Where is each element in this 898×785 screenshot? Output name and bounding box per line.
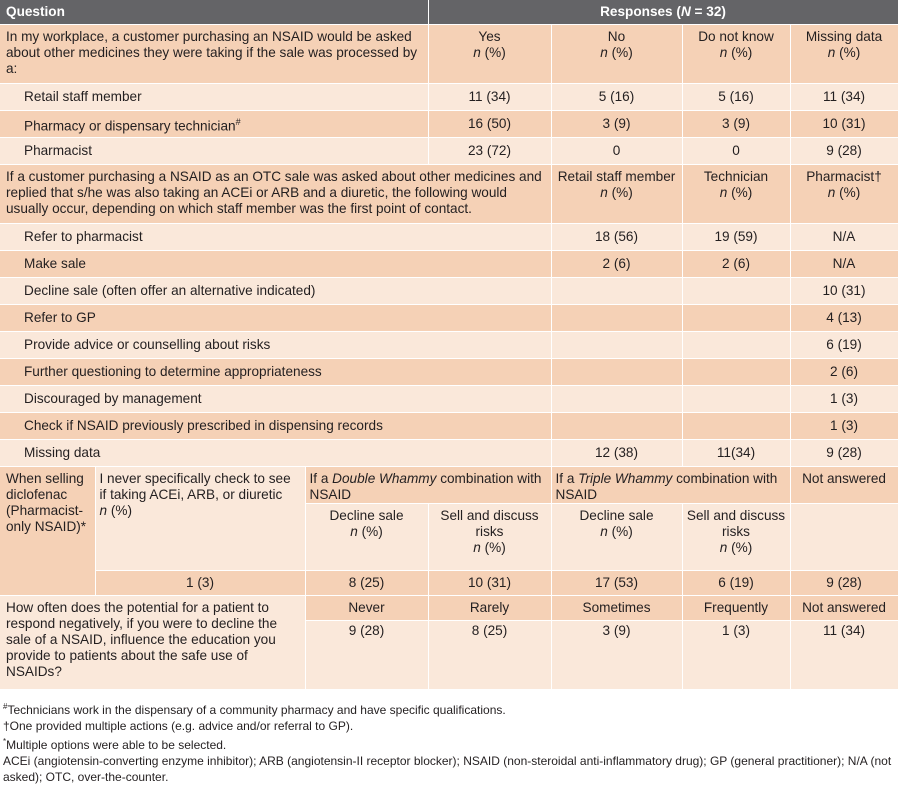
section1-col-yes — [428, 25, 551, 84]
col-unit: n (%) — [719, 185, 753, 200]
col-label: No — [607, 29, 626, 44]
cell: N/A — [790, 224, 898, 251]
table-row — [0, 138, 898, 165]
row-label: Missing data — [0, 440, 551, 467]
table-row — [0, 251, 898, 278]
col-label: Pharmacist† — [806, 169, 882, 184]
table-row — [0, 571, 898, 596]
cell: 0 — [682, 138, 790, 165]
table-row — [0, 278, 898, 305]
section3-empty — [790, 504, 898, 571]
section2-col-technician — [682, 165, 790, 224]
cell — [682, 305, 790, 332]
double-prefix: If a — [309, 471, 333, 486]
table-row — [0, 386, 898, 413]
cell: 2 (6) — [790, 359, 898, 386]
section3-never-check — [95, 467, 305, 571]
col-label: Not answered — [790, 596, 898, 621]
double-whammy-label: Double Whammy — [332, 471, 437, 486]
col-unit: n (%) — [600, 524, 633, 539]
triple-whammy-label: Triple Whammy — [578, 471, 673, 486]
cell — [551, 332, 682, 359]
cell: 6 (19) — [790, 332, 898, 359]
cell: 17 (53) — [551, 571, 682, 596]
row-label: Pharmacist — [0, 138, 428, 165]
cell: 10 (31) — [790, 278, 898, 305]
footnote: *Multiple options were able to be selected. — [3, 737, 227, 752]
section3-triple-sell — [682, 504, 790, 571]
cell: 0 — [551, 138, 682, 165]
section1-col-dont-know — [682, 25, 790, 84]
table-row — [0, 359, 898, 386]
section3-double-decline — [305, 504, 428, 571]
table-row — [0, 413, 898, 440]
cell: 2 (6) — [682, 251, 790, 278]
cell: 4 (13) — [790, 305, 898, 332]
table-row — [0, 111, 898, 138]
cell — [551, 386, 682, 413]
row-label: Provide advice or counselling about risks — [0, 332, 551, 359]
cell — [551, 305, 682, 332]
col-unit: n (%) — [473, 45, 506, 60]
cell: 3 (9) — [682, 111, 790, 138]
footnote: †One provided multiple actions (e.g. advice and/or referral to GP). — [3, 719, 354, 733]
row-label: Discouraged by management — [0, 386, 551, 413]
triple-prefix: If a — [555, 471, 579, 486]
col-unit: n (%) — [99, 503, 132, 518]
cell: 12 (38) — [551, 440, 682, 467]
section1-col-missing — [790, 25, 898, 84]
col-unit: n (%) — [473, 540, 506, 555]
cell: 3 (9) — [551, 621, 682, 690]
cell: N/A — [790, 251, 898, 278]
cell: 11 (34) — [428, 84, 551, 111]
row-label: Further questioning to determine appropriateness — [0, 359, 551, 386]
col-unit: n (%) — [719, 540, 753, 555]
section3-double-whammy — [305, 467, 551, 504]
col-label: Sometimes — [551, 596, 682, 621]
triple-suffix: combination with NSAID — [555, 471, 778, 502]
cell: 1 (3) — [790, 413, 898, 440]
footnote: #Technicians work in the dispensary of a community pharmacy and have specific qualifications. — [3, 702, 506, 717]
cell: 9 (28) — [790, 440, 898, 467]
cell: 2 (6) — [551, 251, 682, 278]
cell — [551, 278, 682, 305]
cell — [551, 359, 682, 386]
section3-not-answered: Not answered — [790, 467, 898, 504]
footnote-text: Multiple options were able to be selected. — [6, 738, 227, 752]
question-column-header: Question — [0, 0, 428, 25]
cell: 16 (50) — [428, 111, 551, 138]
cell: 5 (16) — [682, 84, 790, 111]
cell: 10 (31) — [790, 111, 898, 138]
table-row — [0, 224, 898, 251]
section1-col-no — [551, 25, 682, 84]
sell-label: Sell and discuss risks — [686, 508, 786, 539]
col-unit: n (%) — [350, 524, 383, 539]
section3-double-sell — [428, 504, 551, 571]
cell — [682, 278, 790, 305]
col-label: Frequently — [682, 596, 790, 621]
row-label: Retail staff member — [0, 84, 428, 111]
col-label: Retail staff member — [557, 169, 676, 184]
cell: 11 (34) — [790, 84, 898, 111]
col-unit: n (%) — [600, 185, 633, 200]
col-label: Never — [305, 596, 428, 621]
row-label: Make sale — [0, 251, 551, 278]
cell — [551, 413, 682, 440]
cell: 19 (59) — [682, 224, 790, 251]
cell: 8 (25) — [305, 571, 428, 596]
cell — [682, 332, 790, 359]
section4-question: How often does the potential for a patient to respond negatively, if you were to decline the sale of a NSAID, influence the education you provide to patients about the safe use of NSAIDs? — [0, 596, 305, 690]
table-row — [0, 305, 898, 332]
footnote: ACEi (angiotensin-converting enzyme inhibitor); ARB (angiotensin-II receptor blocker); NSAID (non-steroidal anti-inflammatory drug); GP (general practitioner); N/A (not asked); OTC, over-the-counter. — [3, 754, 892, 784]
col-label: Missing data — [805, 29, 883, 44]
decline-label: Decline sale — [579, 508, 654, 523]
footnotes — [0, 690, 898, 785]
section1-question: In my workplace, a customer purchasing an NSAID would be asked about other medicines they were taking if the sale was processed by a: — [0, 25, 428, 84]
section2-col-retail — [551, 165, 682, 224]
section2-col-pharmacist — [790, 165, 898, 224]
cell: 6 (19) — [682, 571, 790, 596]
table-row — [0, 440, 898, 467]
cell: 11(34) — [682, 440, 790, 467]
row-label: Check if NSAID previously prescribed in dispensing records — [0, 413, 551, 440]
responses-column-header: Responses (N = 32) — [428, 0, 898, 25]
section3-triple-whammy — [551, 467, 790, 504]
table-row — [0, 332, 898, 359]
section2-question: If a customer purchasing a NSAID as an OTC sale was asked about other medicines and replied that s/he was also taking an ACEi or ARB and a diuretic, the following would usually occur, depending on which staff member was the first point of contact. — [0, 165, 551, 224]
cell: 8 (25) — [428, 621, 551, 690]
cell: 11 (34) — [790, 621, 898, 690]
cell: 1 (3) — [95, 571, 305, 596]
table-row — [0, 84, 898, 111]
cell — [682, 413, 790, 440]
row-label: Refer to pharmacist — [0, 224, 551, 251]
section3-question: When selling diclofenac (Pharmacist-only NSAID)* — [0, 467, 95, 596]
cell: 5 (16) — [551, 84, 682, 111]
cell: 1 (3) — [790, 386, 898, 413]
col-label: Yes — [478, 29, 501, 44]
cell — [682, 386, 790, 413]
footnote-text: Technicians work in the dispensary of a community pharmacy and have specific qualifications. — [7, 703, 506, 717]
row-label: Decline sale (often offer an alternative indicated) — [0, 278, 551, 305]
cell: 23 (72) — [428, 138, 551, 165]
cell: 18 (56) — [551, 224, 682, 251]
cell: 1 (3) — [682, 621, 790, 690]
cell: 3 (9) — [551, 111, 682, 138]
col-label: Do not know — [698, 29, 774, 44]
cell: 9 (28) — [305, 621, 428, 690]
col-label: Technician — [703, 169, 769, 184]
row-label: Refer to GP — [0, 305, 551, 332]
never-check-label: I never specifically check to see if taking ACEi, ARB, or diuretic — [99, 471, 291, 502]
col-unit: n (%) — [827, 45, 861, 60]
cell: 9 (28) — [790, 138, 898, 165]
row-label: Pharmacy or dispensary technician# — [0, 111, 428, 138]
decline-label: Decline sale — [329, 508, 404, 523]
col-unit: n (%) — [719, 45, 753, 60]
cell: 10 (31) — [428, 571, 551, 596]
col-label: Rarely — [428, 596, 551, 621]
cell: 9 (28) — [790, 571, 898, 596]
col-unit: n (%) — [827, 185, 861, 200]
double-suffix: combination with NSAID — [309, 471, 542, 502]
section3-triple-decline — [551, 504, 682, 571]
col-unit: n (%) — [600, 45, 633, 60]
cell — [682, 359, 790, 386]
sell-label: Sell and discuss risks — [440, 508, 539, 539]
